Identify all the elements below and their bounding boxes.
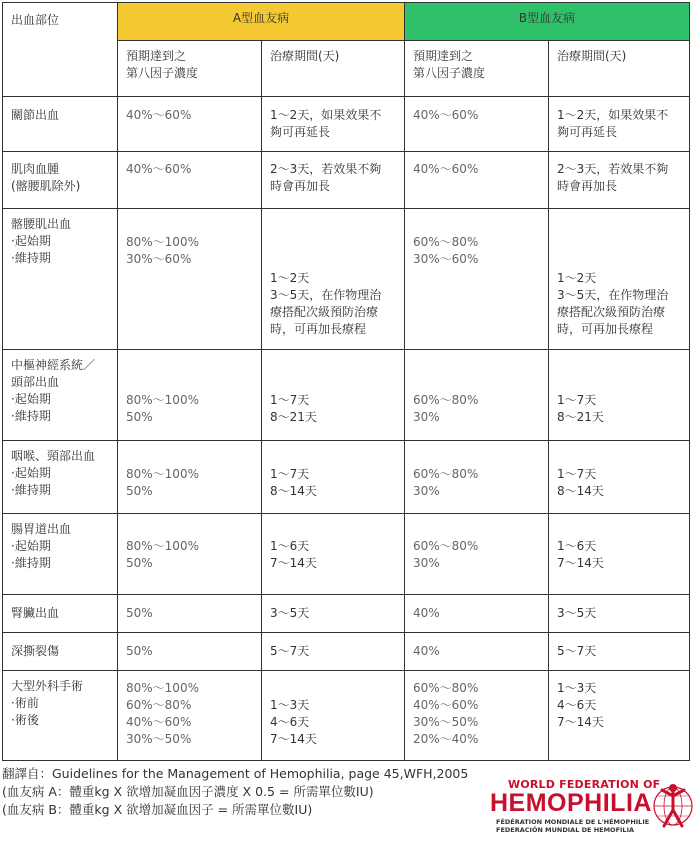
site-line: ·術後 (11, 713, 39, 727)
a-days-line: 3～5天 (270, 606, 310, 620)
a-level-line: 50% (126, 410, 153, 424)
a-days-line: 7～14天 (270, 732, 317, 746)
formula-a-note: (血友病 A：體重kg X 欲增加凝血因子濃度 X 0.5 = 所需單位數IU) (2, 784, 374, 799)
a-days-line: 4～6天 (270, 715, 310, 729)
b-level-cell (405, 209, 549, 350)
site-cell (3, 152, 118, 209)
b-days-line: 時會再加長 (557, 179, 618, 193)
site-line: ·維持期 (11, 483, 51, 497)
header-site (3, 3, 118, 97)
a-days-cell (262, 441, 405, 514)
site-line: ·起始期 (11, 234, 51, 248)
header-factor-a-line: 預期達到之 (126, 49, 187, 63)
a-level-cell (118, 209, 262, 350)
b-days-line: 3～5天 (557, 606, 597, 620)
b-level-cell (405, 97, 549, 152)
b-days-line: 8～14天 (557, 484, 604, 498)
b-level-line: 40%～60% (413, 108, 479, 122)
site-line: 大型外科手術 (11, 679, 84, 693)
a-level-cell (118, 97, 262, 152)
b-days-line: 1～7天 (557, 393, 597, 407)
b-level-line: 30% (413, 484, 440, 498)
b-level-cell (405, 152, 549, 209)
a-level-cell (118, 350, 262, 441)
site-cell (3, 514, 118, 595)
b-days-line: 4～6天 (557, 698, 597, 712)
table-row (3, 441, 690, 514)
a-level-cell (118, 633, 262, 671)
b-level-line: 60%～80% (413, 539, 479, 553)
a-level-line: 30%～50% (126, 732, 192, 746)
site-line: 中樞神經系統／ (11, 358, 96, 372)
a-level-cell (118, 514, 262, 595)
header-site-label: 出血部位 (11, 13, 60, 27)
table-row (3, 595, 690, 633)
a-level-line: 50% (126, 484, 153, 498)
b-days-cell (549, 514, 690, 595)
site-cell (3, 595, 118, 633)
site-line: ·起始期 (11, 392, 51, 406)
header-type-b: B型血友病 (405, 3, 690, 41)
site-line: ·維持期 (11, 409, 51, 423)
a-days-line: 夠可再延長 (270, 125, 331, 139)
site-cell (3, 97, 118, 152)
b-level-line: 30%～60% (413, 252, 479, 266)
footer-notes (2, 765, 482, 819)
b-level-line: 40%～60% (413, 162, 479, 176)
a-days-line: 療搭配次級預防治療 (270, 305, 379, 319)
b-days-line: 1～6天 (557, 539, 597, 553)
source-note: 翻譯自：Guidelines for the Management of Hemophilia, page 45,WFH,2005 (2, 766, 469, 781)
a-days-line: 3～5天，在作物理治 (270, 288, 382, 302)
a-days-line: 1～2天，如果效果不 (270, 108, 382, 122)
a-days-line: 時，可再加長療程 (270, 322, 367, 336)
a-days-line: 7～14天 (270, 556, 317, 570)
b-level-line: 60%～80% (413, 235, 479, 249)
b-days-line: 療搭配次級預防治療 (557, 305, 666, 319)
b-days-line: 5～7天 (557, 644, 597, 658)
site-line: 頭部出血 (11, 375, 60, 389)
a-days-line: 1～6天 (270, 539, 310, 553)
header-factor-b (405, 41, 549, 97)
site-line: ·術前 (11, 696, 39, 710)
a-level-line: 30%～60% (126, 252, 192, 266)
b-days-cell (549, 152, 690, 209)
b-level-cell (405, 595, 549, 633)
table-row (3, 514, 690, 595)
a-days-cell (262, 633, 405, 671)
treatment-table (2, 2, 690, 761)
site-line: ·起始期 (11, 539, 51, 553)
a-level-cell (118, 441, 262, 514)
b-level-line: 60%～80% (413, 393, 479, 407)
a-days-line: 時會再加長 (270, 179, 331, 193)
site-cell (3, 671, 118, 761)
a-days-cell (262, 671, 405, 761)
b-level-cell (405, 633, 549, 671)
b-days-cell (549, 595, 690, 633)
a-days-cell (262, 514, 405, 595)
b-days-cell (549, 633, 690, 671)
table-row (3, 633, 690, 671)
table-row (3, 209, 690, 350)
a-level-cell (118, 595, 262, 633)
a-level-line: 40%～60% (126, 162, 192, 176)
b-days-line: 1～2天 (557, 271, 597, 285)
site-line: 肌肉血腫 (11, 162, 60, 176)
header-duration-b (549, 41, 690, 97)
a-level-line: 80%～100% (126, 681, 199, 695)
header-factor-b-line: 預期達到之 (413, 49, 474, 63)
header-factor-b-line: 第八因子濃度 (413, 66, 486, 80)
a-level-line: 80%～100% (126, 393, 199, 407)
formula-b-note: (血友病 B：體重kg X 欲增加凝血因子 = 所需單位數IU) (2, 802, 313, 817)
site-line: ·維持期 (11, 251, 51, 265)
table-row (3, 350, 690, 441)
site-cell (3, 441, 118, 514)
b-days-line: 夠可再延長 (557, 125, 618, 139)
table-row (3, 671, 690, 761)
b-level-line: 60%～80% (413, 467, 479, 481)
b-days-line: 7～14天 (557, 556, 604, 570)
b-level-line: 40% (413, 644, 440, 658)
site-line: ·維持期 (11, 556, 51, 570)
site-line: 深撕裂傷 (11, 644, 60, 658)
a-level-line: 50% (126, 644, 153, 658)
a-days-line: 1～7天 (270, 467, 310, 481)
site-line: (髂腰肌除外) (11, 179, 81, 193)
table-row (3, 152, 690, 209)
a-days-cell (262, 152, 405, 209)
logo-line4: FEDERACIÓN MUNDIAL DE HEMOFILIA (496, 826, 635, 834)
a-days-line: 5～7天 (270, 644, 310, 658)
a-level-line: 60%～80% (126, 698, 192, 712)
b-days-line: 1～7天 (557, 467, 597, 481)
a-level-cell (118, 671, 262, 761)
b-days-line: 1～2天，如果效果不 (557, 108, 669, 122)
b-days-cell (549, 350, 690, 441)
b-level-line: 30% (413, 410, 440, 424)
a-level-line: 80%～100% (126, 467, 199, 481)
b-days-line: 1～3天 (557, 681, 597, 695)
header-duration-a (262, 41, 405, 97)
site-cell (3, 633, 118, 671)
a-days-line: 2～3天，若效果不夠 (270, 162, 382, 176)
a-level-line: 50% (126, 606, 153, 620)
a-level-line: 40%～60% (126, 715, 192, 729)
a-days-line: 1～7天 (270, 393, 310, 407)
a-days-line: 1～3天 (270, 698, 310, 712)
b-days-cell (549, 671, 690, 761)
a-days-cell (262, 350, 405, 441)
header-duration-b-label: 治療期間(天) (557, 49, 627, 63)
site-line: ·起始期 (11, 466, 51, 480)
b-days-line: 3～5天，在作物理治 (557, 288, 669, 302)
b-days-cell (549, 441, 690, 514)
b-days-cell (549, 97, 690, 152)
b-days-line: 時，可再加長療程 (557, 322, 654, 336)
b-level-line: 20%～40% (413, 732, 479, 746)
header-duration-a-label: 治療期間(天) (270, 49, 340, 63)
a-level-line: 80%～100% (126, 235, 199, 249)
logo-line3: FÉDÉRATION MONDIALE DE L'HÉMOPHILIE (496, 818, 650, 826)
site-line: 髂腰肌出血 (11, 217, 72, 231)
b-level-line: 60%～80% (413, 681, 479, 695)
logo-line1: WORLD FEDERATION OF (508, 778, 661, 791)
b-days-line: 8～21天 (557, 410, 604, 424)
header-factor-a (118, 41, 262, 97)
site-cell (3, 209, 118, 350)
b-level-cell (405, 350, 549, 441)
site-line: 腎臟出血 (11, 606, 60, 620)
wfh-logo (490, 776, 695, 836)
a-days-cell (262, 209, 405, 350)
a-level-line: 50% (126, 556, 153, 570)
a-days-line: 1～2天 (270, 271, 310, 285)
a-level-line: 40%～60% (126, 108, 192, 122)
table-row (3, 97, 690, 152)
a-days-cell (262, 97, 405, 152)
globe-figure-icon (652, 776, 694, 834)
a-level-line: 80%～100% (126, 539, 199, 553)
b-level-line: 30%～50% (413, 715, 479, 729)
logo-line2: HEMOPHILIA (490, 789, 652, 817)
b-level-cell (405, 671, 549, 761)
b-days-cell (549, 209, 690, 350)
b-days-line: 2～3天，若效果不夠 (557, 162, 669, 176)
a-days-line: 8～21天 (270, 410, 317, 424)
b-level-cell (405, 514, 549, 595)
site-line: 腸胃道出血 (11, 522, 72, 536)
a-days-cell (262, 595, 405, 633)
header-type-a: A型血友病 (118, 3, 405, 41)
site-cell (3, 350, 118, 441)
a-level-cell (118, 152, 262, 209)
a-days-line: 8～14天 (270, 484, 317, 498)
b-level-line: 30% (413, 556, 440, 570)
b-days-line: 7～14天 (557, 715, 604, 729)
b-level-line: 40% (413, 606, 440, 620)
b-level-cell (405, 441, 549, 514)
site-line: 關節出血 (11, 108, 60, 122)
b-level-line: 40%～60% (413, 698, 479, 712)
site-line: 咽喉、頸部出血 (11, 449, 96, 463)
header-factor-a-line: 第八因子濃度 (126, 66, 199, 80)
